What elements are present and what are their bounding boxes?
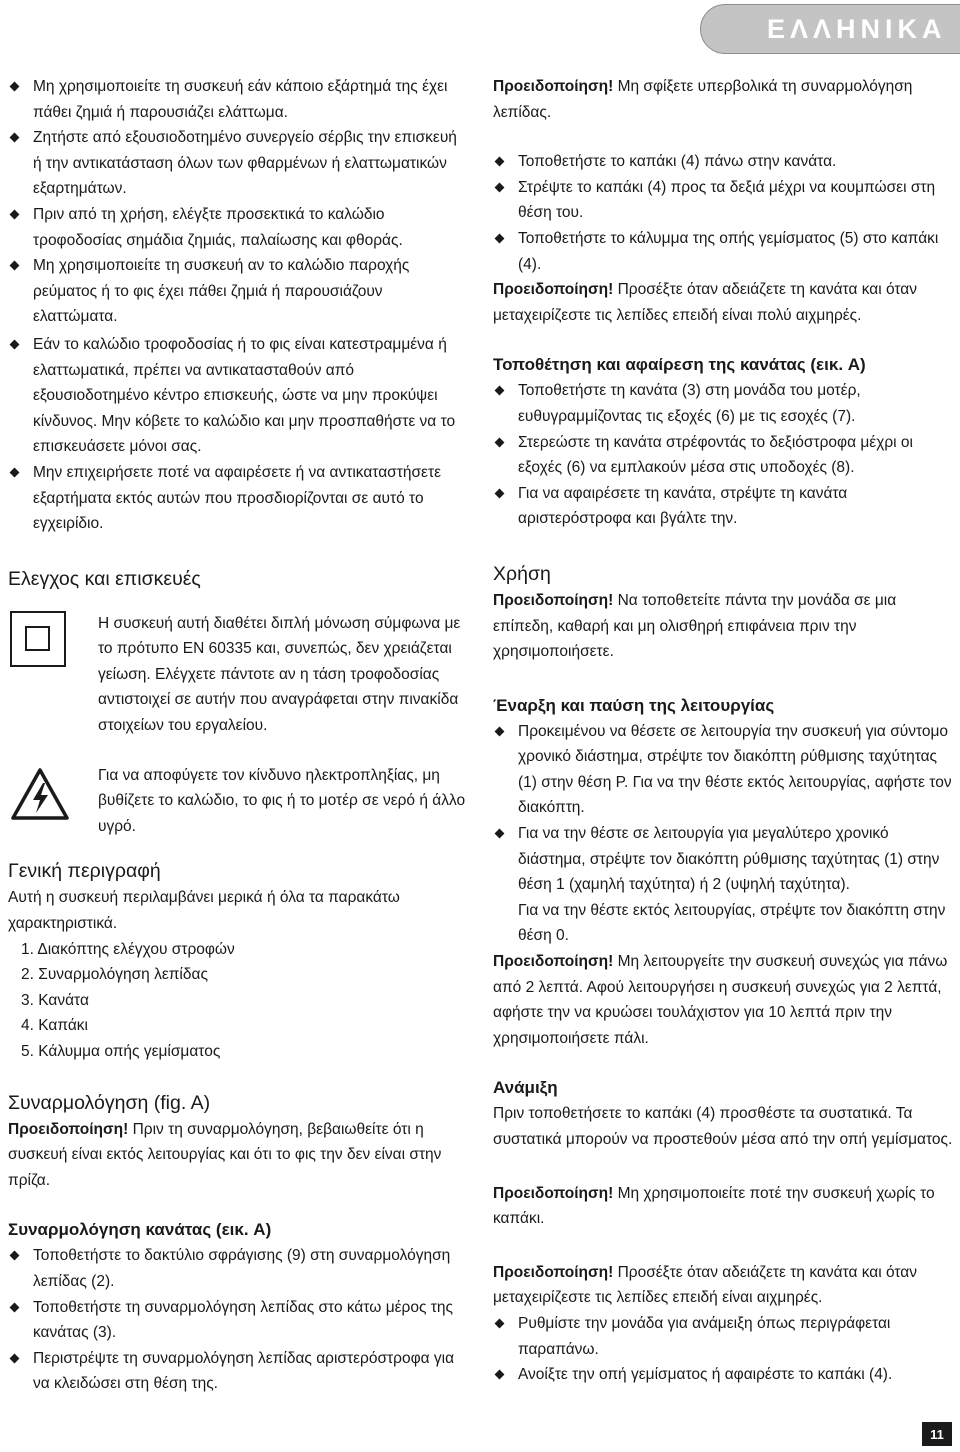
general-description-heading: Γενική περιγραφή [8,860,161,883]
left-column [8,74,468,1397]
switching-bullet: Για να την θέστε σε λειτουργία για μεγαλύτερο χρονικό διάστημα, στρέψτε τον διακόπτη ρύθμισης ταχύτητας (1) στην θέση 1 (χαμηλή ταχύτητα) ή 2 (υψηλή ταχύτητα). [493,821,953,898]
shock-warning-text: Για να αποφύγετε τον κίνδυνο ηλεκτροπληξίας, μη βυθίζετε το καλώδιο, το φις ή το μοτέρ σε νερό ή άλλο υγρό. [98,766,466,835]
warning-label: Προειδοποίηση! [493,591,614,609]
use-heading: Χρήση [493,562,551,585]
safety-bullet: Μη χρησιμοποιείτε τη συσκευή εάν κάποιο εξάρτημά της έχει πάθει ζημιά ή παρουσιάζει ελάττωμα. [8,74,468,125]
safety-bullet: Μη χρησιμοποιείτε τη συσκευή αν το καλώδιο παροχής ρεύματος ή το φις έχει πάθει ζημιά ή παρουσιάζουν ελαττώματα. [8,253,468,330]
safety-bullet: Πριν από τη χρήση, ελέγξτε προσεκτικά το καλώδιο τροφοδοσίας σημάδια ζημιάς, παλαίωσης και φθοράς. [8,202,468,253]
jug-assembly-bullet: Τοποθετήστε τη συναρμολόγηση λεπίδας στο κάτω μέρος της κανάτας (3). [8,1295,468,1346]
jug-mount-heading: Τοποθέτηση και αφαίρεση της κανάτας (εικ. A) [493,355,866,375]
safety-bullet: Ζητήστε από εξουσιοδοτημένο συνεργείο σέρβις την επισκευή ή την αντικατάσταση όλων των φθαρμένων ή ελαττωματικών εξαρτημάτων. [8,125,468,202]
language-label: ΕΛΛΗΝΙΚΑ [767,13,947,44]
warning-label: Προειδοποίηση! [8,1120,129,1138]
mixing-bullet: Ανοίξτε την οπή γεμίσματος ή αφαιρέστε το καπάκι (4). [493,1362,953,1388]
warning-text: Πριν τη συναρμολόγηση, βεβαιωθείτε ότι η συσκευή είναι εκτός λειτουργίας και ότι το φις την δεν είναι στην πρίζα. [8,1120,442,1189]
warning-text: Προσέξτε όταν αδειάζετε τη κανάτα και όταν μεταχειρίζεστε τις λεπίδες επειδή είναι αιχμηρές. [493,1263,918,1307]
feature-item: 1. Διακόπτης ελέγχου στροφών [21,940,235,958]
assembly-heading: Συναρμολόγηση (fig. A) [8,1091,211,1114]
lid-bullet: Τοποθετήστε το κάλυμμα της οπής γεμίσματος (5) στο καπάκι (4). [493,226,953,277]
inspection-heading: Ελεγχος και επισκευές [8,567,201,590]
warning-text: Μη σφίξετε υπερβολικά τη συναρμολόγηση λεπίδας. [493,78,913,121]
shock-warning-block [8,763,468,840]
switching-bullet: Προκειμένου να θέσετε σε λειτουργία την συσκευή για σύντομο χρονικό διάστημα, στρέψτε τον διακόπτη ρύθμισης ταχύτητας (1) στην θέση P. Για να την θέστε εκτός λειτουργίας, αφήστε τον διακόπτη. [493,719,953,821]
no-lid-warning [493,1181,953,1232]
safety-bullet: Μην επιχειρήσετε ποτέ να αφαιρέσετε ή να αντικαταστήσετε εξαρτήματα εκτός αυτών που προσδιορίζονται σε αυτό το εγχειρίδιο. [8,460,468,537]
mixing-bullet: Ρυθμίστε την μονάδα για ανάμειξη όπως περιγράφεται παραπάνω. [493,1311,953,1362]
feature-item: 5. Κάλυμμα οπής γεμίσματος [21,1043,221,1060]
warning-label: Προειδοποίηση! [493,1184,614,1202]
right-column [493,74,953,1388]
feature-item: 2. Συναρμολόγηση λεπίδας [21,966,208,984]
sharp-blades-warning [493,277,953,328]
jug-assembly-bullet: Περιστρέψτε τη συναρμολόγηση λεπίδας αριστερόστροφα για να κλειδώσει στη θέση της. [8,1346,468,1397]
page-number-label: 11 [930,1426,944,1442]
mixing-heading: Ανάμιξη [493,1078,558,1098]
feature-item: 3. Κανάτα [21,991,89,1009]
lid-bullet: Στρέψτε το καπάκι (4) προς τα δεξιά μέχρι να κουμπώσει στη θέση του. [493,175,953,226]
electric-shock-warning-icon [10,767,70,821]
warning-label: Προειδοποίηση! [493,953,614,971]
jug-assembly-heading: Συναρμολόγηση κανάτας (εικ. A) [8,1220,272,1240]
language-tab [700,4,960,54]
warning-label: Προειδοποίηση! [493,1263,614,1281]
warning-label: Προειδοποίηση! [493,281,614,299]
feature-item: 4. Καπάκι [21,1017,88,1035]
page-number [922,1422,952,1446]
warning-text: Μη λειτουργείτε την συσκευή συνεχώς για πάνω από 2 λεπτά. Αφού λειτουργήσει η συσκευή συνεχώς για 2 λεπτά, αφήστε την να κρυώσει τουλάχιστον για 10 λεπτά πριν την χρησιμοποιήσετε πάλι. [493,953,948,1047]
switching-continuation: Για να την θέστε εκτός λειτουργίας, στρέψτε τον διακόπτη στην θέση 0. [518,901,946,945]
jug-assembly-bullet: Τοποθετήστε το δακτύλιο σφράγισης (9) στη συναρμολόγηση λεπίδας (2). [8,1243,468,1294]
jug-mount-bullet: Τοποθετήστε τη κανάτα (3) στη μονάδα του μοτέρ, ευθυγραμμίζοντας τις εξοχές (6) με τις εσοχές (7). [493,378,953,429]
double-insulation-block [8,611,468,739]
sharp-blades-warning-2 [493,1260,953,1311]
mixing-text: Πριν τοποθετήσετε το καπάκι (4) προσθέστε τα συστατικά. Τα συστατικά μπορούν να προστεθούν μέσα από την οπή γεμίσματος. [493,1105,953,1148]
jug-mount-bullet: Στερεώστε τη κανάτα στρέφοντάς το δεξιόστροφα μέχρι οι εξοχές (6) να εμπλακούν μέσα στις υποδοχές (8). [493,430,953,481]
continuous-use-warning [493,949,953,1051]
double-insulation-text: Η συσκευή αυτή διαθέτει διπλή μόνωση σύμφωνα με το πρότυπο EN 60335 και, συνεπώς, δεν χρειάζεται γείωση. Ελέγχετε πάντοτε αν η τάση τροφοδοσίας αντιστοιχεί σε αυτήν που αναγράφεται στην πινακίδα στοιχείων του εργαλείου. [98,614,461,735]
warning-text: Μη χρησιμοποιείτε ποτέ την συσκευή χωρίς το καπάκι. [493,1184,935,1228]
warning-label: Προειδοποίηση! [493,78,614,95]
warning-text: Να τοποθετείτε πάντα την μονάδα σε μια επίπεδη, καθαρή και μη ολισθηρή επιφάνεια πριν την χρησιμοποιήσετε. [493,591,897,661]
switching-heading: Έναρξη και παύση της λειτουργίας [493,695,775,715]
safety-bullet: Εάν το καλώδιο τροφοδοσίας ή το φις είναι κατεστραμμένα ή ελαττωματικά, πρέπει να αντικατασταθούν από εξουσιοδοτημένο κέντρο επισκευής, ώστε να μην προκύψει κίνδυνος. Μην κόβετε το καλώδιο και μην προσπαθήστε να το επισκευάσετε μόνοι σας. [8,332,468,460]
general-description-intro: Αυτή η συσκευή περιλαμβάνει μερικά ή όλα τα παρακάτω χαρακτηριστικά. [8,889,400,933]
lid-bullet: Τοποθετήστε το καπάκι (4) πάνω στην κανάτα. [493,149,953,175]
jug-mount-bullet: Για να αφαιρέσετε τη κανάτα, στρέψτε τη κανάτα αριστερόστροφα και βγάλτε την. [493,481,953,532]
blade-warning [493,74,953,125]
assembly-warning [8,1117,468,1194]
double-insulation-icon [10,611,66,667]
use-warning [493,588,953,665]
warning-text: Προσέξτε όταν αδειάζετε τη κανάτα και όταν μεταχειρίζεστε τις λεπίδες επειδή είναι πολύ αιχμηρές. [493,281,918,324]
